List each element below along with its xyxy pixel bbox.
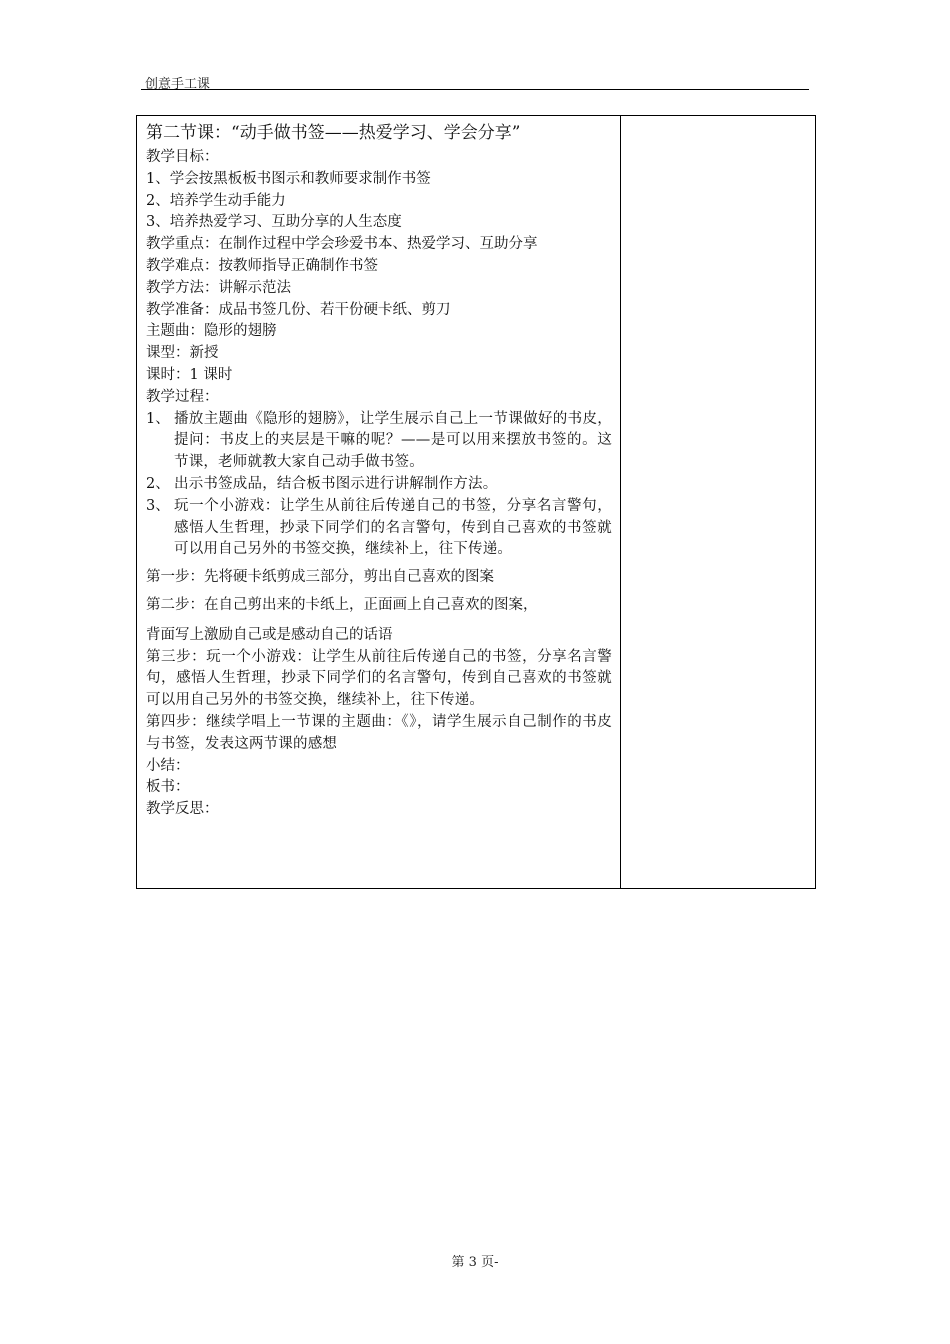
board-label: 板书： bbox=[146, 779, 190, 796]
lesson-title: 第二节课：“动手做书签——热爱学习、学会分享” bbox=[146, 123, 521, 143]
step-two-continued: 背面写上激励自己或是感动自己的话语 bbox=[146, 626, 393, 643]
process-item-number: 3、 bbox=[146, 497, 170, 514]
process-item-text: 玩一个小游戏：让学生从前往后传递自己的书签，分享名言警句，感悟人生哲理，抄录下同学们的名言警句，传到自己喜欢的书签就可以用自己另外的书签交换，继续补上，往下传递。 bbox=[174, 497, 612, 558]
notes-column-divider bbox=[620, 116, 621, 888]
lesson-plan-table bbox=[136, 115, 816, 889]
step-four: 第四步：继续学唱上一节课的主题曲：《》，请学生展示自己制作的书皮与书签，发表这两节课的感想 bbox=[146, 713, 612, 752]
theme-song: 主题曲：隐形的翅膀 bbox=[146, 323, 277, 340]
process-heading: 教学过程： bbox=[146, 388, 219, 405]
step-three: 第三步：玩一个小游戏：让学生从前往后传递自己的书签，分享名言警句，感悟人生哲理，抄录下同学们的名言警句，传到自己喜欢的书签就可以用自己另外的书签交换，继续补上，往下传递。 bbox=[146, 648, 612, 709]
lesson-content-cell bbox=[146, 121, 612, 821]
objectives-heading: 教学目标： bbox=[146, 149, 219, 165]
preparation: 教学准备：成品书签几份、若干份硬卡纸、剪刀 bbox=[146, 301, 451, 318]
process-item bbox=[146, 496, 612, 561]
process-item-number: 2、 bbox=[146, 475, 170, 492]
objective-item: 1、学会按黑板板书图示和教师要求制作书签 bbox=[146, 170, 431, 187]
process-item bbox=[146, 474, 612, 496]
step-one: 第一步：先将硬卡纸剪成三部分，剪出自己喜欢的图案 bbox=[146, 569, 494, 586]
process-item-number: 1、 bbox=[146, 410, 170, 427]
lesson-type: 课型：新授 bbox=[146, 345, 219, 362]
objective-item: 2、培养学生动手能力 bbox=[146, 192, 286, 209]
header-divider bbox=[141, 89, 809, 90]
reflection-label: 教学反思： bbox=[146, 801, 219, 818]
process-item bbox=[146, 409, 612, 474]
step-two: 第二步：在自己剪出来的卡纸上，正面画上自己喜欢的图案， bbox=[146, 596, 538, 613]
process-item-text: 出示书签成品，结合板书图示进行讲解制作方法。 bbox=[174, 475, 498, 492]
process-item-text: 播放主题曲《隐形的翅膀》，让学生展示自己上一节课做好的书皮，提问：书皮上的夹层是干嘛的呢？——是可以用来摆放书签的。这节课，老师就教大家自己动手做书签。 bbox=[174, 410, 612, 471]
page-number: 第 3 页- bbox=[451, 1255, 499, 1270]
summary-label: 小结： bbox=[146, 757, 190, 774]
lesson-hours: 课时：1 课时 bbox=[146, 366, 233, 383]
key-points: 教学重点：在制作过程中学会珍爱书本、热爱学习、互助分享 bbox=[146, 236, 538, 253]
difficulty: 教学难点：按教师指导正确制作书签 bbox=[146, 257, 378, 274]
teaching-method: 教学方法：讲解示范法 bbox=[146, 279, 291, 296]
header-title: 创意手工课 bbox=[145, 77, 211, 92]
objective-item: 3、培养热爱学习、互助分享的人生态度 bbox=[146, 214, 402, 231]
